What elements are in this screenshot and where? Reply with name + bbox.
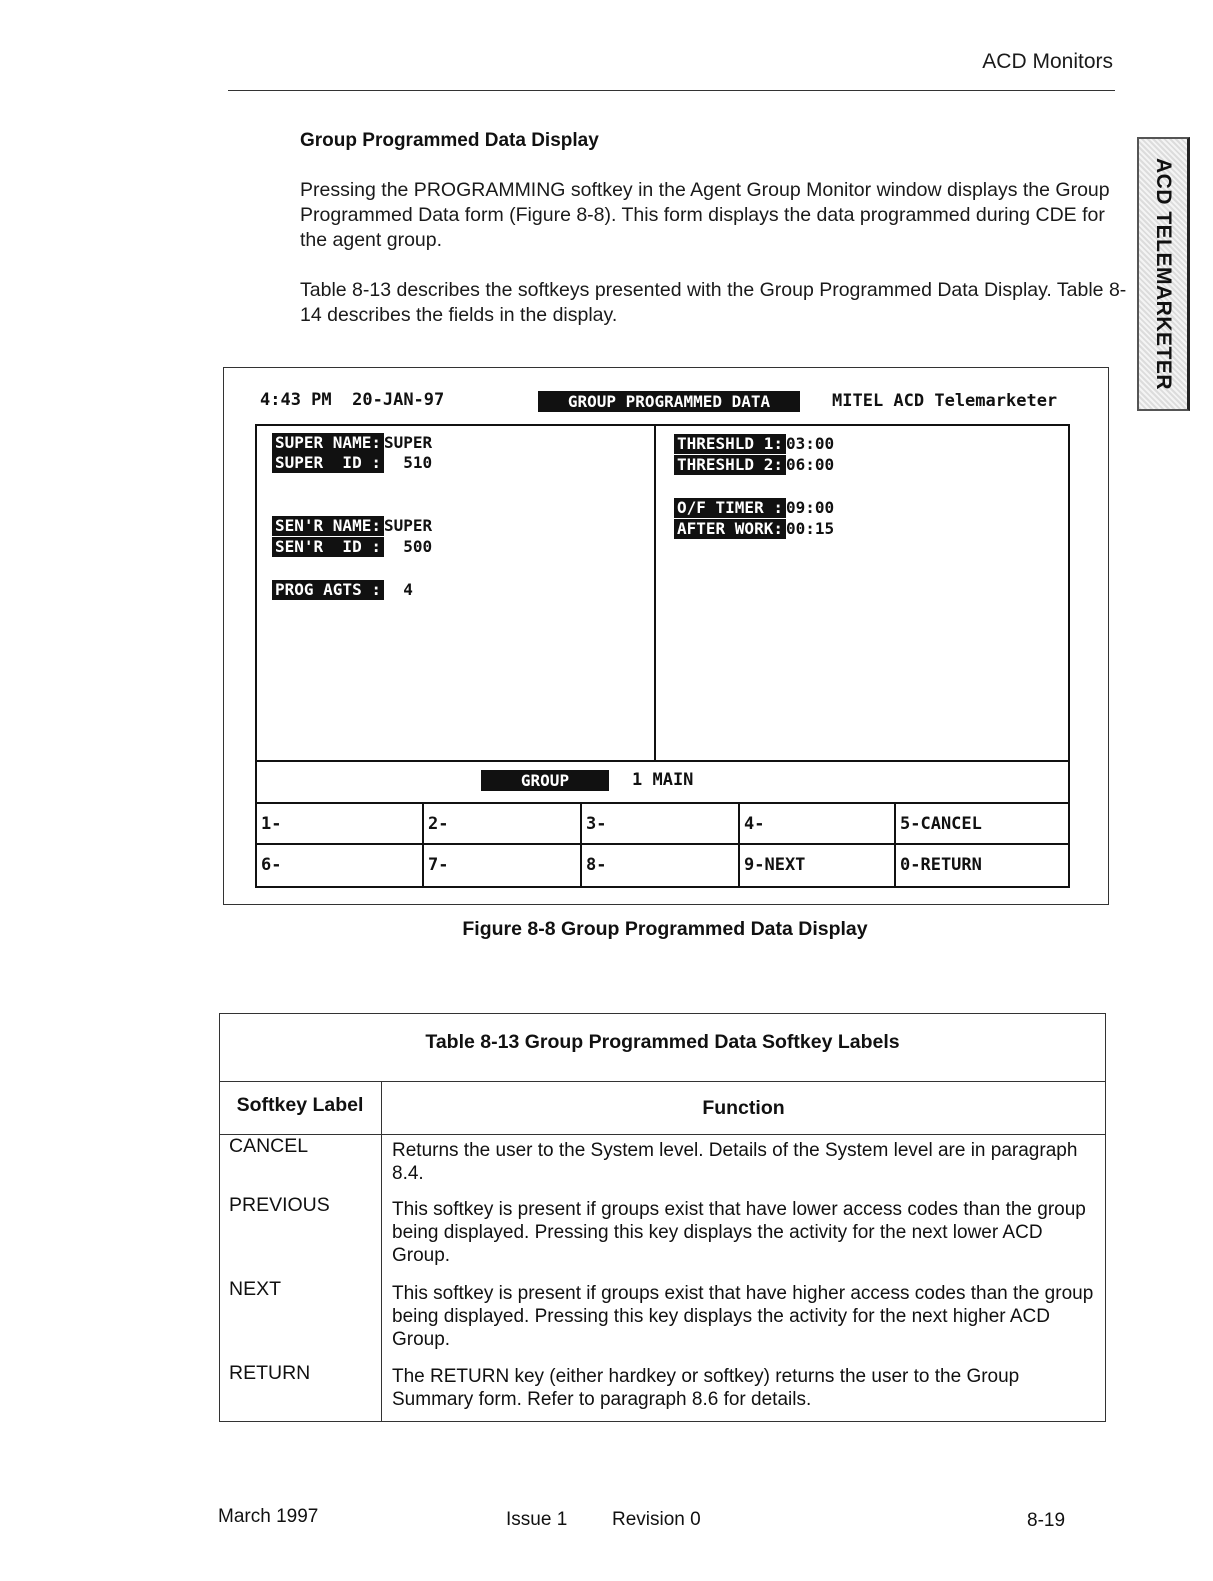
panel-divider: [654, 424, 656, 762]
softkey-grid: [255, 802, 1070, 888]
field-value: 00:15: [785, 519, 835, 538]
screen-title: GROUP PROGRAMMED DATA: [538, 391, 800, 412]
section-heading: Group Programmed Data Display: [300, 130, 599, 151]
field-super-name: [272, 433, 432, 453]
softkey-2[interactable]: 2-: [424, 804, 582, 845]
footer-date: March 1997: [218, 1506, 319, 1527]
field-threshold-1: [674, 434, 834, 454]
tables-paragraph: Table 8-13 describes the softkeys presented with the Group Programmed Data Display. Table 8-14 describes the fields in the display.: [300, 279, 1127, 326]
table-rule: [219, 1081, 1106, 1082]
field-label: SEN'R ID :: [272, 537, 384, 557]
softkey-6[interactable]: 6-: [257, 845, 424, 886]
table-row-label: NEXT: [229, 1278, 282, 1300]
table-row-desc: This softkey is present if groups exist that have higher access codes than the group being displayed. Pressing this key displays the activity for the next higher ACD Group.: [392, 1283, 1094, 1350]
field-value: 500: [383, 537, 433, 556]
footer-issue: Issue 1: [506, 1509, 568, 1530]
field-label: AFTER WORK:: [674, 519, 786, 539]
intro-paragraph: Pressing the PROGRAMMING softkey in the Agent Group Monitor window displays the Group Programmed Data form (Figure 8-8). This form displays the data programmed during CDE for the agent group.: [300, 179, 1110, 251]
column-header-softkey-label: Softkey Label: [236, 1094, 364, 1116]
screen-timestamp: [260, 390, 444, 410]
field-prog-agents: [272, 580, 413, 600]
field-value: 4: [383, 580, 413, 599]
footer-revision: Revision 0: [612, 1509, 701, 1530]
table-row-desc: Returns the user to the System level. Details of the System level are in paragraph 8.4.: [392, 1140, 1078, 1184]
softkey-8[interactable]: 8-: [582, 845, 740, 886]
field-senior-name: [272, 516, 432, 536]
softkey-0-return[interactable]: 0-RETURN: [900, 855, 982, 875]
softkey-3[interactable]: 3-: [582, 804, 740, 845]
field-after-work: [674, 519, 834, 539]
field-label: SUPER ID :: [272, 453, 384, 473]
field-threshold-2: [674, 455, 834, 475]
field-value: 06:00: [785, 455, 835, 474]
side-tab-label: ACD TELEMARKETER: [1152, 158, 1175, 390]
group-label: GROUP: [481, 770, 609, 791]
group-value: 1 MAIN: [632, 770, 694, 790]
field-label: THRESHLD 1:: [674, 434, 786, 454]
screen-date: 20-JAN-97: [352, 390, 445, 410]
field-label: O/F TIMER :: [674, 498, 786, 518]
field-label: THRESHLD 2:: [674, 455, 786, 475]
column-header-function: Function: [702, 1097, 785, 1119]
field-super-id: [272, 453, 432, 473]
softkey-4[interactable]: 4-: [740, 804, 896, 845]
table-row-label: PREVIOUS: [229, 1194, 330, 1216]
screen-vendor: MITEL ACD Telemarketer: [832, 391, 1058, 411]
field-overflow-timer: [674, 498, 834, 518]
field-value: 09:00: [785, 498, 835, 517]
chapter-side-tab: [1137, 137, 1190, 411]
table-row-label: CANCEL: [229, 1135, 309, 1157]
softkey-7[interactable]: 7-: [424, 845, 582, 886]
field-senior-id: [272, 537, 432, 557]
softkey-5-cancel[interactable]: 5-CANCEL: [896, 804, 1068, 845]
field-value: SUPER: [383, 516, 433, 535]
figure-caption: Figure 8-8 Group Programmed Data Display: [462, 918, 868, 940]
table-row-label: RETURN: [229, 1362, 311, 1384]
field-label: SEN'R NAME:: [272, 516, 384, 536]
field-value: 03:00: [785, 434, 835, 453]
field-value: 510: [383, 453, 433, 472]
table-row-desc: The RETURN key (either hardkey or softkey) returns the user to the Group Summary form. Refer to paragraph 8.6 for details.: [392, 1366, 1020, 1410]
field-label: PROG AGTS :: [272, 580, 384, 600]
field-label: SUPER NAME:: [272, 433, 384, 453]
table-column-divider: [381, 1081, 382, 1422]
softkey-1[interactable]: 1-: [257, 804, 424, 845]
field-value: SUPER: [383, 433, 433, 452]
table-row-desc: This softkey is present if groups exist that have lower access codes than the group being displayed. Pressing this key displays the activity for the next lower ACD Group.: [392, 1199, 1086, 1266]
footer-page-number: 8-19: [1027, 1510, 1066, 1531]
softkey-9-next[interactable]: 9-NEXT: [740, 845, 896, 886]
table-rule: [219, 1134, 1106, 1135]
screen-time: 4:43 PM: [260, 390, 332, 410]
table-title: Table 8-13 Group Programmed Data Softkey Labels: [425, 1031, 900, 1053]
header-rule: [228, 90, 1115, 91]
page-header-title: ACD Monitors: [982, 50, 1113, 73]
